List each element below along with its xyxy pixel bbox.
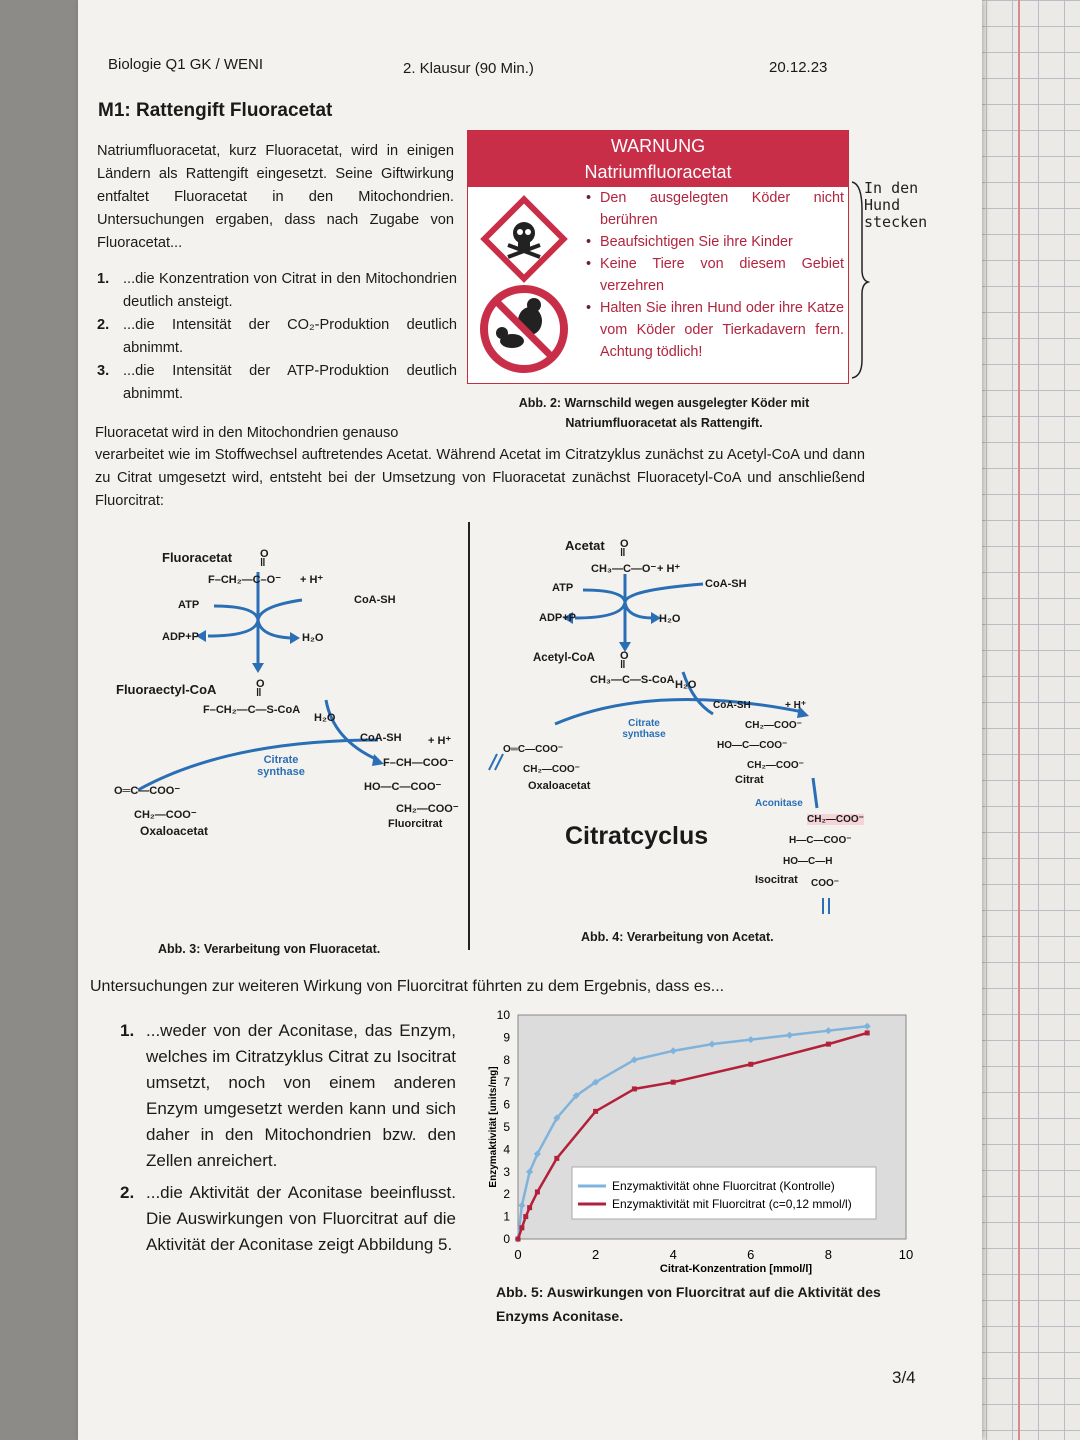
hplus-label: + H⁺ — [300, 574, 324, 586]
fluoracetat-label: Fluoracetat — [162, 550, 233, 565]
data-point — [632, 1086, 637, 1091]
fig5-chart — [476, 1005, 916, 1295]
fig5-caption: Abb. 5: Auswirkungen von Fluorcitrat auf die Aktivität des Enzyms Aconitase. — [496, 1284, 881, 1324]
x-tick-label: 2 — [591, 1247, 600, 1262]
figure-divider — [468, 522, 470, 950]
result-item: 2. ...die Aktivität der Aconitase beeinflusst. Die Auswirkungen von Fluorcitrat auf die Aktivität der Aconitase zeigt Abbildung 5. — [120, 1183, 456, 1254]
coash-label-3: CoA-SH — [705, 578, 747, 590]
coash-label-2: CoA-SH — [360, 732, 402, 744]
y-tick-label: 2 — [503, 1187, 510, 1202]
date-label: 20.12.23 — [769, 59, 828, 76]
fig4-acetat — [473, 522, 893, 952]
exam-label: 2. Klausur (90 Min.) — [403, 60, 534, 77]
citrat-label: Citrat — [735, 774, 764, 786]
citrate-synthase-label-2: Citrate synthase — [622, 718, 666, 740]
y-tick-label: 5 — [503, 1120, 510, 1134]
data-point — [535, 1189, 540, 1194]
isocitrat-line4: COO⁻ — [811, 878, 840, 889]
y-tick-label: 1 — [503, 1209, 510, 1224]
data-point — [671, 1080, 676, 1085]
warning-item: • Den ausgelegten Köder nicht berühren — [586, 187, 844, 231]
handwritten-note: In den Hund stecken — [864, 179, 928, 231]
findings-list — [97, 268, 457, 406]
oxaloacetat-line1-2: O═C—COO⁻ — [503, 744, 564, 755]
x-tick-label: 6 — [747, 1247, 755, 1262]
isocitrat-label: Isocitrat — [755, 874, 798, 886]
data-point — [516, 1237, 521, 1242]
finding-item: 2. ...die Intensität der CO₂-Produktion deutlich abnimmt. — [97, 317, 457, 356]
legend-label-control: Enzymaktivität ohne Fluorcitrat (Kontrolle) — [612, 1179, 835, 1193]
skull-hazard-icon — [476, 191, 572, 287]
legend-label-fluorcitrat: Enzymaktivität mit Fluorcitrat (c=0,12 mmol/l) — [612, 1197, 852, 1211]
hplus-label-3: + H⁺ — [657, 563, 681, 575]
isocitrat-line1: CH₂—COO⁻ — [807, 814, 864, 825]
h2o-label-4: H₂O — [675, 679, 697, 691]
y-tick-label: 9 — [503, 1030, 510, 1045]
citrat-line1: CH₂—COO⁻ — [745, 720, 802, 731]
warning-header — [468, 131, 848, 187]
carbonyl-o4: O ‖ — [620, 650, 629, 671]
warning-title: WARNUNG — [610, 136, 706, 156]
data-point — [519, 1225, 524, 1230]
oxaloacetat-line2-2: CH₂—COO⁻ — [523, 764, 580, 775]
oxaloacetat-label: Oxaloacetat — [140, 824, 209, 838]
fluorcitrat-line2: HO—C—COO⁻ — [364, 781, 442, 793]
y-tick-label: 7 — [503, 1075, 510, 1090]
oxaloacetat-line1: O═C—COO⁻ — [114, 785, 181, 797]
fluorcitrat-line3: CH₂—COO⁻ — [396, 803, 459, 815]
data-point — [527, 1205, 532, 1210]
data-point — [523, 1214, 528, 1219]
intro-paragraph: Natriumfluoracetat, kurz Fluoracetat, wird in einigen Ländern als Rattengift eingesetzt. Seine Giftwirkung entfaltet Fluoracetat in den Mitochondrien. Untersuchungen ergaben, dass nach Zugabe von Fluoracetat... — [97, 143, 454, 251]
y-tick-label: 3 — [503, 1164, 510, 1179]
oxaloacetat-label-2: Oxaloacetat — [528, 780, 591, 792]
data-point — [748, 1062, 753, 1067]
y-tick-label: 10 — [496, 1008, 510, 1022]
carbonyl-o3: O ‖ — [620, 538, 629, 559]
y-tick-label: 4 — [503, 1142, 510, 1157]
data-point — [865, 1030, 870, 1035]
no-pets-icon — [478, 283, 570, 375]
paragraph-3: Untersuchungen zur weiteren Wirkung von Fluorcitrat führten zu dem Ergebnis, dass es... — [90, 978, 725, 995]
acetylcoa-formula: CH₃—C—S-CoA — [590, 674, 675, 686]
coash-label: CoA-SH — [354, 594, 396, 606]
legend-box — [572, 1167, 876, 1219]
coash-label-4: CoA-SH — [713, 700, 751, 711]
exam-page — [78, 0, 982, 1440]
y-axis-label: Enzymaktivität [units/mg] — [488, 1066, 499, 1188]
oxaloacetat-line2: CH₂—COO⁻ — [134, 809, 197, 821]
citrat-line2: HO—C—COO⁻ — [717, 740, 788, 751]
x-axis-label: Citrat-Konzentration [mmol/l] — [659, 1263, 813, 1275]
page-title: M1: Rattengift Fluoracetat — [98, 100, 333, 121]
acetat-label: Acetat — [565, 538, 605, 553]
fluorcitrat-line1: F–CH—COO⁻ — [383, 757, 454, 769]
acetylcoa-label: Acetyl-CoA — [533, 652, 595, 664]
adp-label-2: ADP+P — [539, 612, 576, 624]
h2o-label-3: H₂O — [659, 613, 681, 625]
data-point — [554, 1156, 559, 1161]
fluoracetylcoa-label: Fluoraectyl-CoA — [116, 682, 217, 697]
carbonyl-o: O ‖ — [260, 548, 269, 569]
finding-item: 1. ...die Konzentration von Citrat in den Mitochondrien deutlich ansteigt. — [97, 271, 457, 310]
aconitase-label: Aconitase — [755, 798, 803, 809]
fig2-caption: Abb. 2: Warnschild wegen ausgelegter Köder mit Natriumfluoracetat als Rattengift. — [518, 396, 810, 430]
carbonyl-o2: O ‖ — [256, 678, 265, 699]
result-item: 1. ...weder von der Aconitase, das Enzym, welches im Citratzyklus Citrat zu Isocitrat umsetzt, noch von einem anderen Enzym umgesetzt werden kann und sich daher in den Mitochondrien bzw. den Zellen anreichert. — [120, 1021, 456, 1170]
citrat-line3: CH₂—COO⁻ — [747, 760, 804, 771]
margin-line — [1018, 0, 1020, 1440]
warning-item: • Beaufsichtigen Sie ihre Kinder — [586, 231, 844, 253]
hplus-label-2: + H⁺ — [428, 735, 452, 747]
fig4-caption: Abb. 4: Verarbeitung von Acetat. — [581, 930, 774, 944]
fig3-fluoracetat — [78, 520, 470, 960]
course-label: Biologie Q1 GK / WENI — [108, 56, 264, 73]
h2o-label: H₂O — [302, 632, 324, 644]
data-point — [593, 1109, 598, 1114]
atp-label-2: ATP — [552, 582, 574, 594]
isocitrat-line3: HO—C—H — [783, 856, 833, 867]
warning-sign — [467, 130, 849, 384]
x-tick-label: 8 — [824, 1247, 833, 1262]
citratcyclus-label: Citratcyclus — [565, 822, 709, 850]
paragraph-2: verarbeitet wie im Stoffwechsel auftretendes Acetat. Während Acetat im Citratzyklus zunächst zu Acetyl-CoA und dann zu Citrat umgesetzt wird, entsteht bei der Umsetzung von Fluoracetat zunächst Fluoracetyl-CoA und anschließend Fluorcitrat: — [95, 447, 865, 509]
atp-label: ATP — [178, 599, 200, 611]
x-tick-label: 4 — [669, 1247, 677, 1262]
acetat-formula: CH₃—C—O⁻ — [591, 563, 657, 575]
fluorcitrat-label: Fluorcitrat — [388, 818, 443, 830]
y-tick-label: 0 — [503, 1232, 510, 1246]
warning-list — [586, 187, 844, 363]
data-point — [826, 1042, 831, 1047]
warning-item: • Halten Sie ihren Hund oder ihre Katze vom Köder oder Tierkadavern fern. Achtung tödlich! — [586, 297, 844, 363]
fig3-caption: Abb. 3: Verarbeitung von Fluoracetat. — [158, 942, 381, 956]
fluoracetat-formula: F–CH₂—C–O⁻ — [208, 574, 282, 586]
x-tick-label: 10 — [898, 1247, 914, 1262]
warning-item: • Keine Tiere von diesem Gebiet verzehren — [586, 253, 844, 297]
citrate-synthase-label: Citrate synthase — [257, 754, 305, 778]
results-list — [120, 1018, 456, 1258]
finding-item: 3. ...die Intensität der ATP-Produktion deutlich abnimmt. — [97, 363, 457, 402]
y-tick-label: 6 — [503, 1097, 510, 1112]
fluoracetylcoa-formula: F–CH₂—C—S-CoA — [203, 704, 301, 716]
x-tick-label: 0 — [514, 1247, 522, 1262]
adp-label: ADP+P — [162, 631, 199, 643]
paragraph-2-first: Fluoracetat wird in den Mitochondrien genauso — [95, 425, 399, 441]
hplus-label-4: + H⁺ — [785, 700, 807, 711]
isocitrat-line2: H—C—COO⁻ — [789, 835, 852, 846]
page-number: 3/4 — [892, 1368, 916, 1387]
warning-subtitle: Natriumfluoracetat — [584, 162, 732, 182]
h2o-label-2: H₂O — [314, 712, 336, 724]
y-tick-label: 8 — [503, 1052, 510, 1067]
